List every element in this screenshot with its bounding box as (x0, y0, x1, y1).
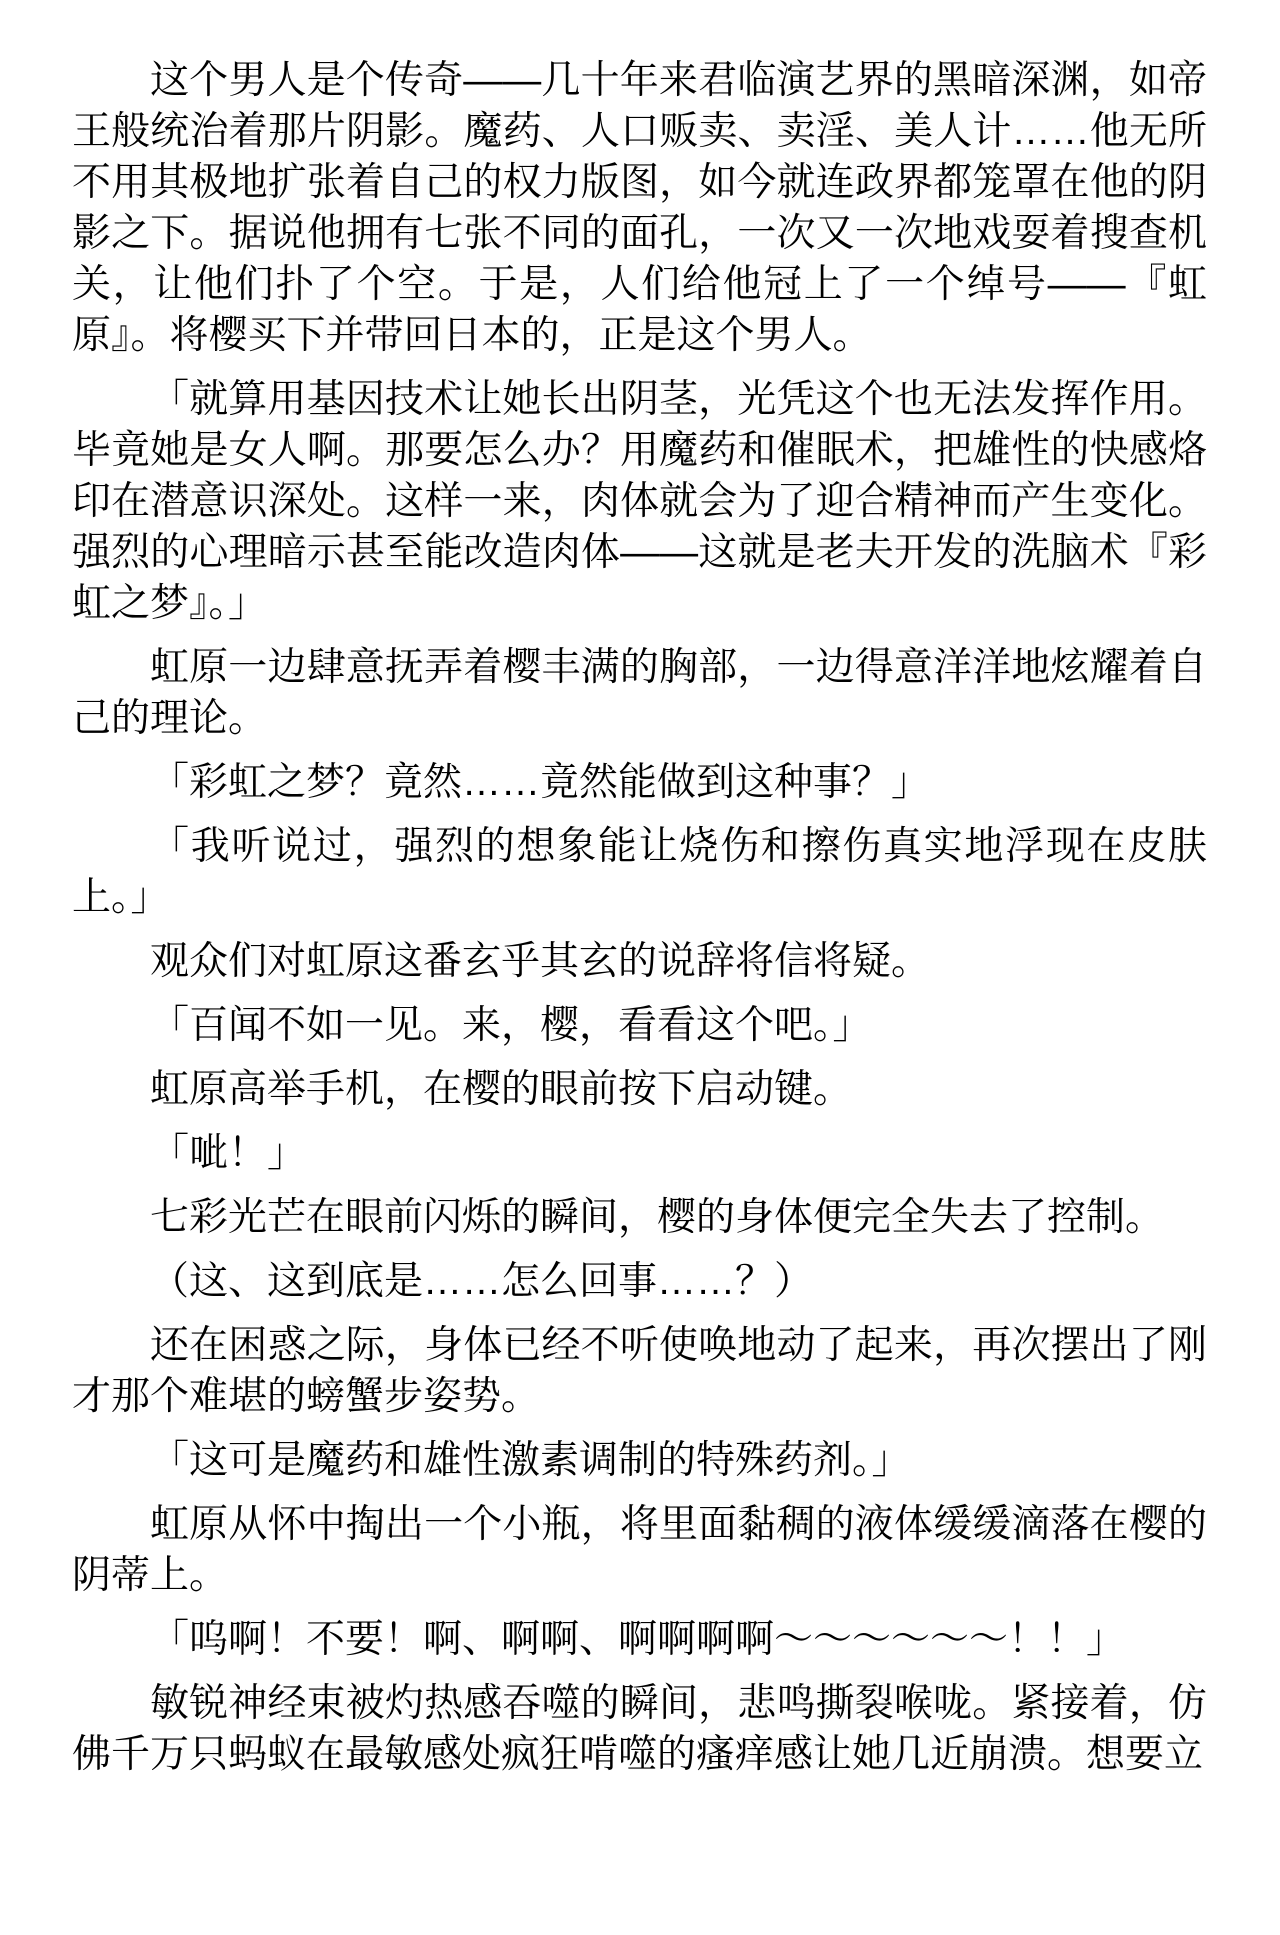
paragraph-8: 虹原高举手机，在樱的眼前按下启动键。 (150, 1068, 853, 1111)
paragraph-2: 「就算用基因技术让她长出阴茎，光凭这个也无法发挥作用。毕竟她是女人啊。那要怎么办？用魔药和催眠术，把雄性的快感烙印在潜意识深处。这样一来，肉体就会为了迎合精神而产生变化。强烈的心理暗示甚至能改造肉体——这就是老夫开发的洗脑术『彩虹之梦』。」 (72, 378, 1207, 625)
paragraph-4: 「彩虹之梦？竟然……竟然能做到这种事？」 (150, 761, 931, 804)
paragraph-6: 观众们对虹原这番玄乎其玄的说辞将信将疑。 (150, 940, 931, 983)
paragraph-7: 「百闻不如一见。来，樱，看看这个吧。」 (150, 1004, 872, 1047)
paragraph-13: 「这可是魔药和雄性激素调制的特殊药剂。」 (150, 1439, 911, 1482)
paragraph-12: 还在困惑之际，身体已经不听使唤地动了起来，再次摆出了刚才那个难堪的螃蟹步姿势。 (72, 1324, 1207, 1418)
paragraph-15: 「呜啊！不要！啊、啊啊、啊啊啊啊～～～～～～！！」 (150, 1618, 1126, 1661)
novel-text-block (72, 55, 1207, 1780)
paragraph-3: 虹原一边肆意抚弄着樱丰满的胸部，一边得意洋洋地炫耀着自己的理论。 (72, 646, 1207, 740)
paragraph-5: 「我听说过，强烈的想象能让烧伤和擦伤真实地浮现在皮肤上。」 (72, 825, 1207, 919)
paragraph-11: （这、这到底是……怎么回事……？） (150, 1260, 814, 1303)
paragraph-1: 这个男人是个传奇——几十年来君临演艺界的黑暗深渊，如帝王般统治着那片阴影。魔药、人口贩卖、卖淫、美人计……他无所不用其极地扩张着自己的权力版图，如今就连政界都笼罩在他的阴影之下。据说他拥有七张不同的面孔，一次又一次地戏耍着搜查机关，让他们扑了个空。于是，人们给他冠上了一个绰号——『虹原』。将樱买下并带回日本的，正是这个男人。 (72, 59, 1207, 357)
paragraph-16: 敏锐神经束被灼热感吞噬的瞬间，悲鸣撕裂喉咙。紧接着，仿佛千万只蚂蚁在最敏感处疯狂啃噬的瘙痒感让她几近崩溃。想要立 (72, 1682, 1207, 1776)
paragraph-10: 七彩光芒在眼前闪烁的瞬间，樱的身体便完全失去了控制。 (150, 1196, 1165, 1239)
paragraph-14: 虹原从怀中掏出一个小瓶，将里面黏稠的液体缓缓滴落在樱的阴蒂上。 (72, 1503, 1207, 1597)
paragraph-9: 「呲！」 (150, 1132, 307, 1175)
